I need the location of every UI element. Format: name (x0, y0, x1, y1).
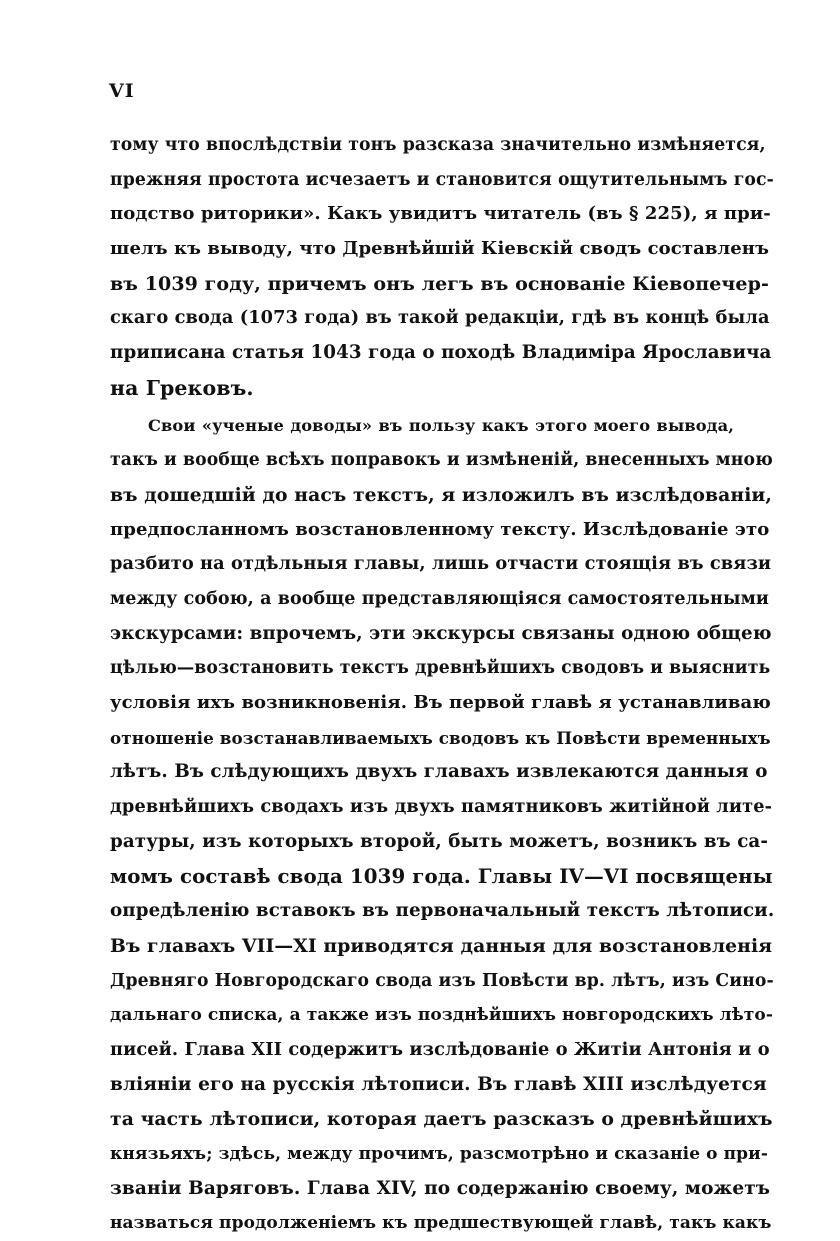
text-line: такъ и вообще всѣхъ поправокъ и измѣненій, внесенныхъ мною (110, 443, 734, 478)
text-line: писей. Глава XII содержитъ изслѣдованіе о Житіи Антонія и о (110, 1033, 734, 1068)
text-line: Древняго Новгородскаго свода изъ Повѣсти вр. лѣтъ, изъ Сино- (110, 964, 734, 999)
text-line: цѣлью—возстановить текстъ древнѣйшихъ сводовъ и выяснить (110, 651, 734, 686)
text-line: прежняя простота исчезаетъ и становится ощутительнымъ гос- (110, 163, 734, 198)
text-line: отношеніе возстанавливаемыхъ сводовъ къ Повѣсти временныхъ (110, 721, 734, 756)
text-line: та часть лѣтописи, которая даетъ разсказъ о древнѣйшихъ (110, 1102, 734, 1137)
text-line: назваться продолженіемъ къ предшествующей главѣ, такъ какъ (110, 1206, 734, 1241)
text-line: званіи Варяговъ. Глава XIV, по содержанію своему, можетъ (110, 1172, 734, 1207)
text-line: древнѣйшихъ сводахъ изъ двухъ памятниковъ житійной лите- (110, 790, 734, 825)
text-line: Свои «ученые доводы» въ пользу какъ этого моего вывода, (110, 409, 734, 444)
text-line: лѣтъ. Въ слѣдующихъ двухъ главахъ извлекаются данныя о (110, 755, 734, 790)
text-line: условія ихъ возникновенія. Въ первой главѣ я устанавливаю (110, 686, 734, 721)
text-line: предпосланномъ возстановленному тексту. Изслѣдованіе это (110, 513, 734, 548)
text-line: тому что впослѣдствіи тонъ разсказа значительно измѣняется, (110, 128, 734, 163)
text-line: момъ составѣ свода 1039 года. Главы IV—VI посвящены (110, 859, 734, 894)
text-line: шелъ къ выводу, что Древнѣйшій Кіевскій сводъ составленъ (110, 232, 734, 267)
text-line: дальнаго списка, а также изъ позднѣйшихъ новгородскихъ лѣто- (110, 998, 734, 1033)
body-text (110, 128, 734, 1241)
text-line: экскурсами: впрочемъ, эти экскурсы связаны одною общею (110, 617, 734, 652)
text-line: ратуры, изъ которыхъ второй, быть можетъ, возникъ въ са- (110, 825, 734, 860)
paragraph-1 (110, 128, 734, 406)
text-line: приписана статья 1043 года о походѣ Владиміра Ярославича (110, 336, 734, 371)
text-line: разбито на отдѣльныя главы, лишь отчасти стоящія въ связи (110, 547, 734, 582)
text-line: Въ главахъ VII—XI приводятся данныя для возстановленія (110, 929, 734, 964)
paragraph-2 (110, 409, 734, 1241)
page-number: VI (109, 80, 135, 102)
text-line: вліяніи его на русскія лѣтописи. Въ главѣ XIII изслѣдуется (110, 1068, 734, 1103)
text-line: въ дошедшій до насъ текстъ, я изложилъ въ изслѣдованіи, (110, 478, 734, 513)
text-line: на Грековъ. (110, 371, 734, 406)
text-line: князьяхъ; здѣсь, между прочимъ, разсмотрѣно и сказаніе о при- (110, 1137, 734, 1172)
text-line: скаго свода (1073 года) въ такой редакціи, гдѣ въ концѣ была (110, 301, 734, 336)
text-line: опредѣленію вставокъ въ первоначальный текстъ лѣтописи. (110, 894, 734, 929)
text-line: въ 1039 году, причемъ онъ легъ въ основаніе Кіевопечер- (110, 267, 734, 302)
text-line: подство риторики». Какъ увидитъ читатель (въ § 225), я при- (110, 197, 734, 232)
text-line: между собою, а вообще представляющіяся самостоятельными (110, 582, 734, 617)
